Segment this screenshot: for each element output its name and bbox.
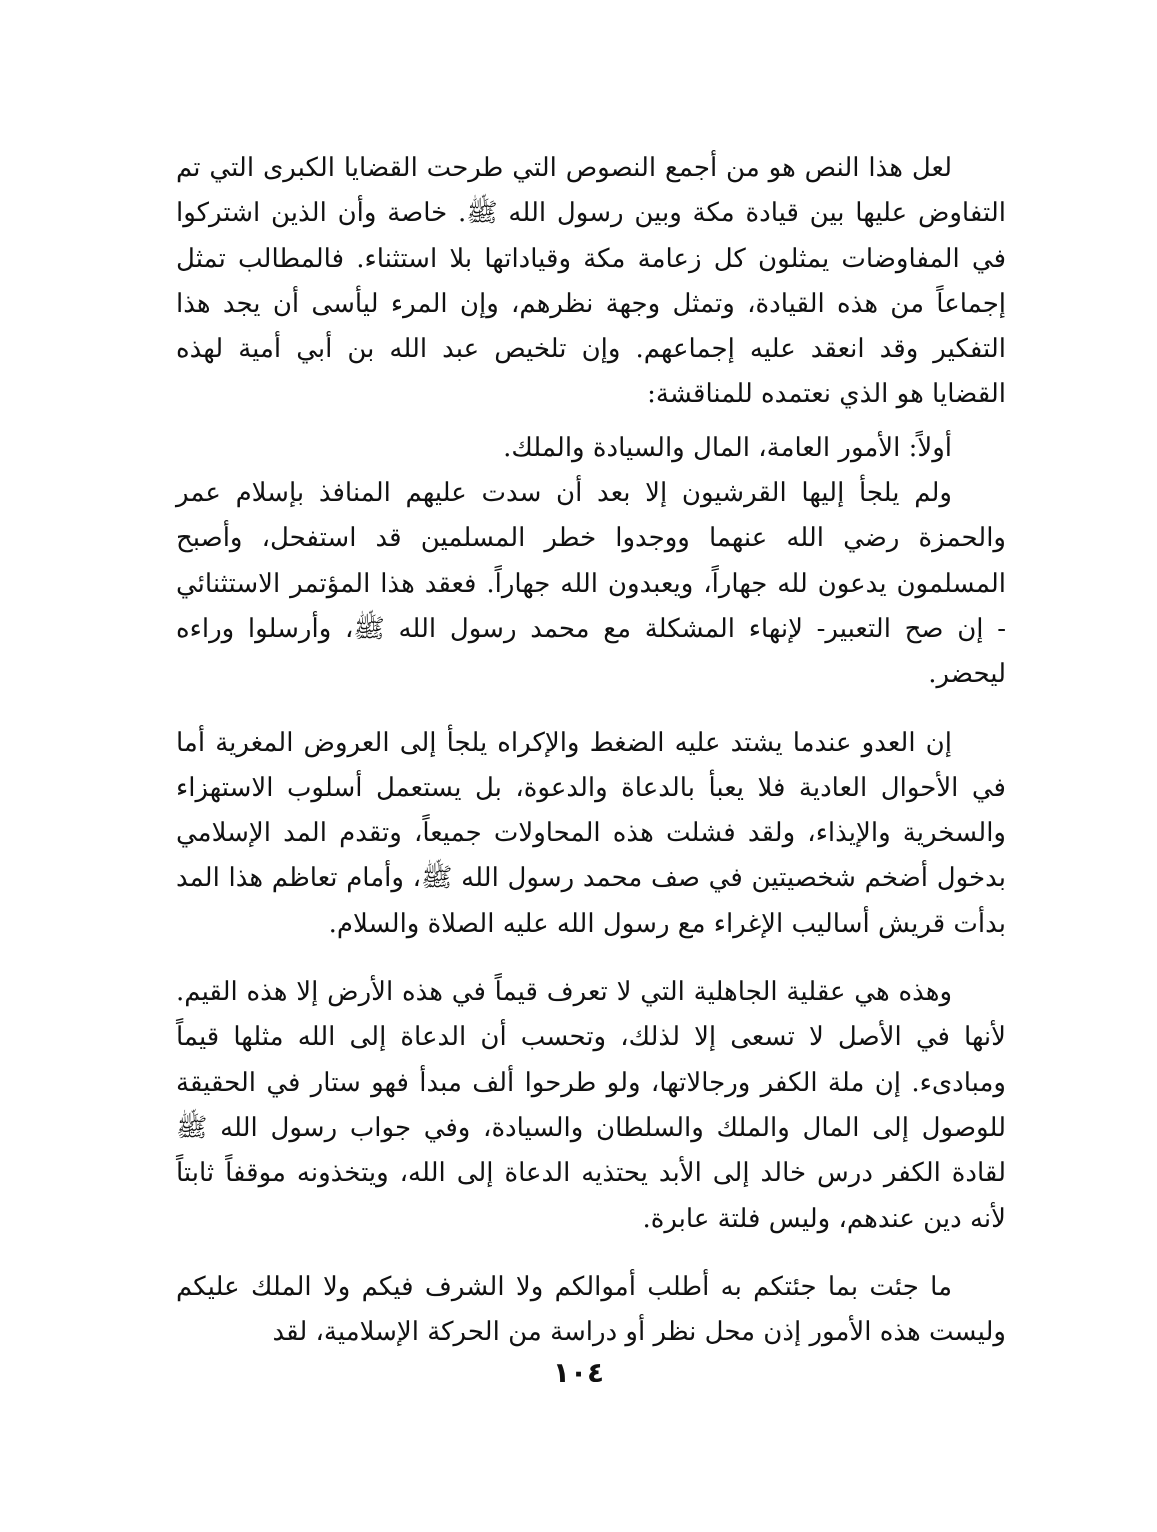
page-number: ١٠٤ bbox=[552, 1356, 605, 1389]
paragraph-jahiliyya-mindset: وهذه هي عقلية الجاهلية التي لا تعرف قيماً في هذه الأرض إلا هذه القيم. لأنها في الأصل لا تسعى إلا لذلك، وتحسب أن الدعاة إلى الله مثلها قيماً ومبادىء. إن ملة الكفر ورجالاتها، ولو طرحوا ألف مبدأ فهو ستار في الحقيقة للوصول إلى المال والملك والسلطان والسيادة، وفي جواب رسول الله ﷺ لقادة الكفر درس خالد إلى الأبد يحتذيه الدعاة إلى الله، ويتخذونه موقفاً ثابتاً لأنه دين عندهم، وليس فلتة عابرة. bbox=[176, 977, 1006, 1234]
paragraph-enemy-offers: إن العدو عندما يشتد عليه الضغط والإكراه يلجأ إلى العروض المغرية أما في الأحوال العادية فلا يعبأ بالدعاة والدعوة، بل يستعمل أسلوب الاستهزاء والسخرية والإيذاء، ولقد فشلت هذه المحاولات جميعاً، وتقدم المد الإسلامي بدخول أضخم شخصيتين في صف محمد رسول الله ﷺ، وأمام تعاظم هذا المد بدأت قريش أساليب الإغراء مع رسول الله عليه الصلاة والسلام. bbox=[176, 727, 1006, 939]
paragraph-prophet-reply: ما جئت بما جئتكم به أطلب أموالكم ولا الشرف فيكم ولا الملك عليكم وليست هذه الأمور إذن محل نظر أو دراسة من الحركة الإسلامية، لقد bbox=[176, 1271, 1006, 1348]
paragraph-quraysh-conference: ولم يلجأ إليها القرشيون إلا بعد أن سدت عليهم المنافذ بإسلام عمر والحمزة رضي الله عنهما ووجدوا خطر المسلمين قد استفحل، وأصبح المسلمون يدعون لله جهاراً، ويعبدون الله جهاراً. فعقد هذا المؤتمر الاستثنائي - إن صح التعبير- لإنهاء المشكلة مع محمد رسول الله ﷺ، وأرسلوا وراءه ليحضر. bbox=[176, 478, 1006, 690]
paragraph-intro: لعل هذا النص هو من أجمع النصوص التي طرحت القضايا الكبرى التي تم التفاوض عليها بين قيادة مكة وبين رسول الله ﷺ. خاصة وأن الذين اشتركوا في المفاوضات يمثلون كل زعامة مكة وقياداتها بلا استثناء. فالمطالب تمثل إجماعاً من هذه القيادة، وتمثل وجهة نظرهم، وإن المرء ليأسى أن يجد هذا التفكير وقد انعقد عليه إجماعهم. وإن تلخيص عبد الله بن أبي أمية لهذه القضايا هو الذي نعتمده للمناقشة: bbox=[176, 153, 1006, 410]
paragraph-first-point: أولاً: الأمور العامة، المال والسيادة والملك. bbox=[503, 432, 952, 463]
page-body bbox=[176, 146, 1006, 1355]
